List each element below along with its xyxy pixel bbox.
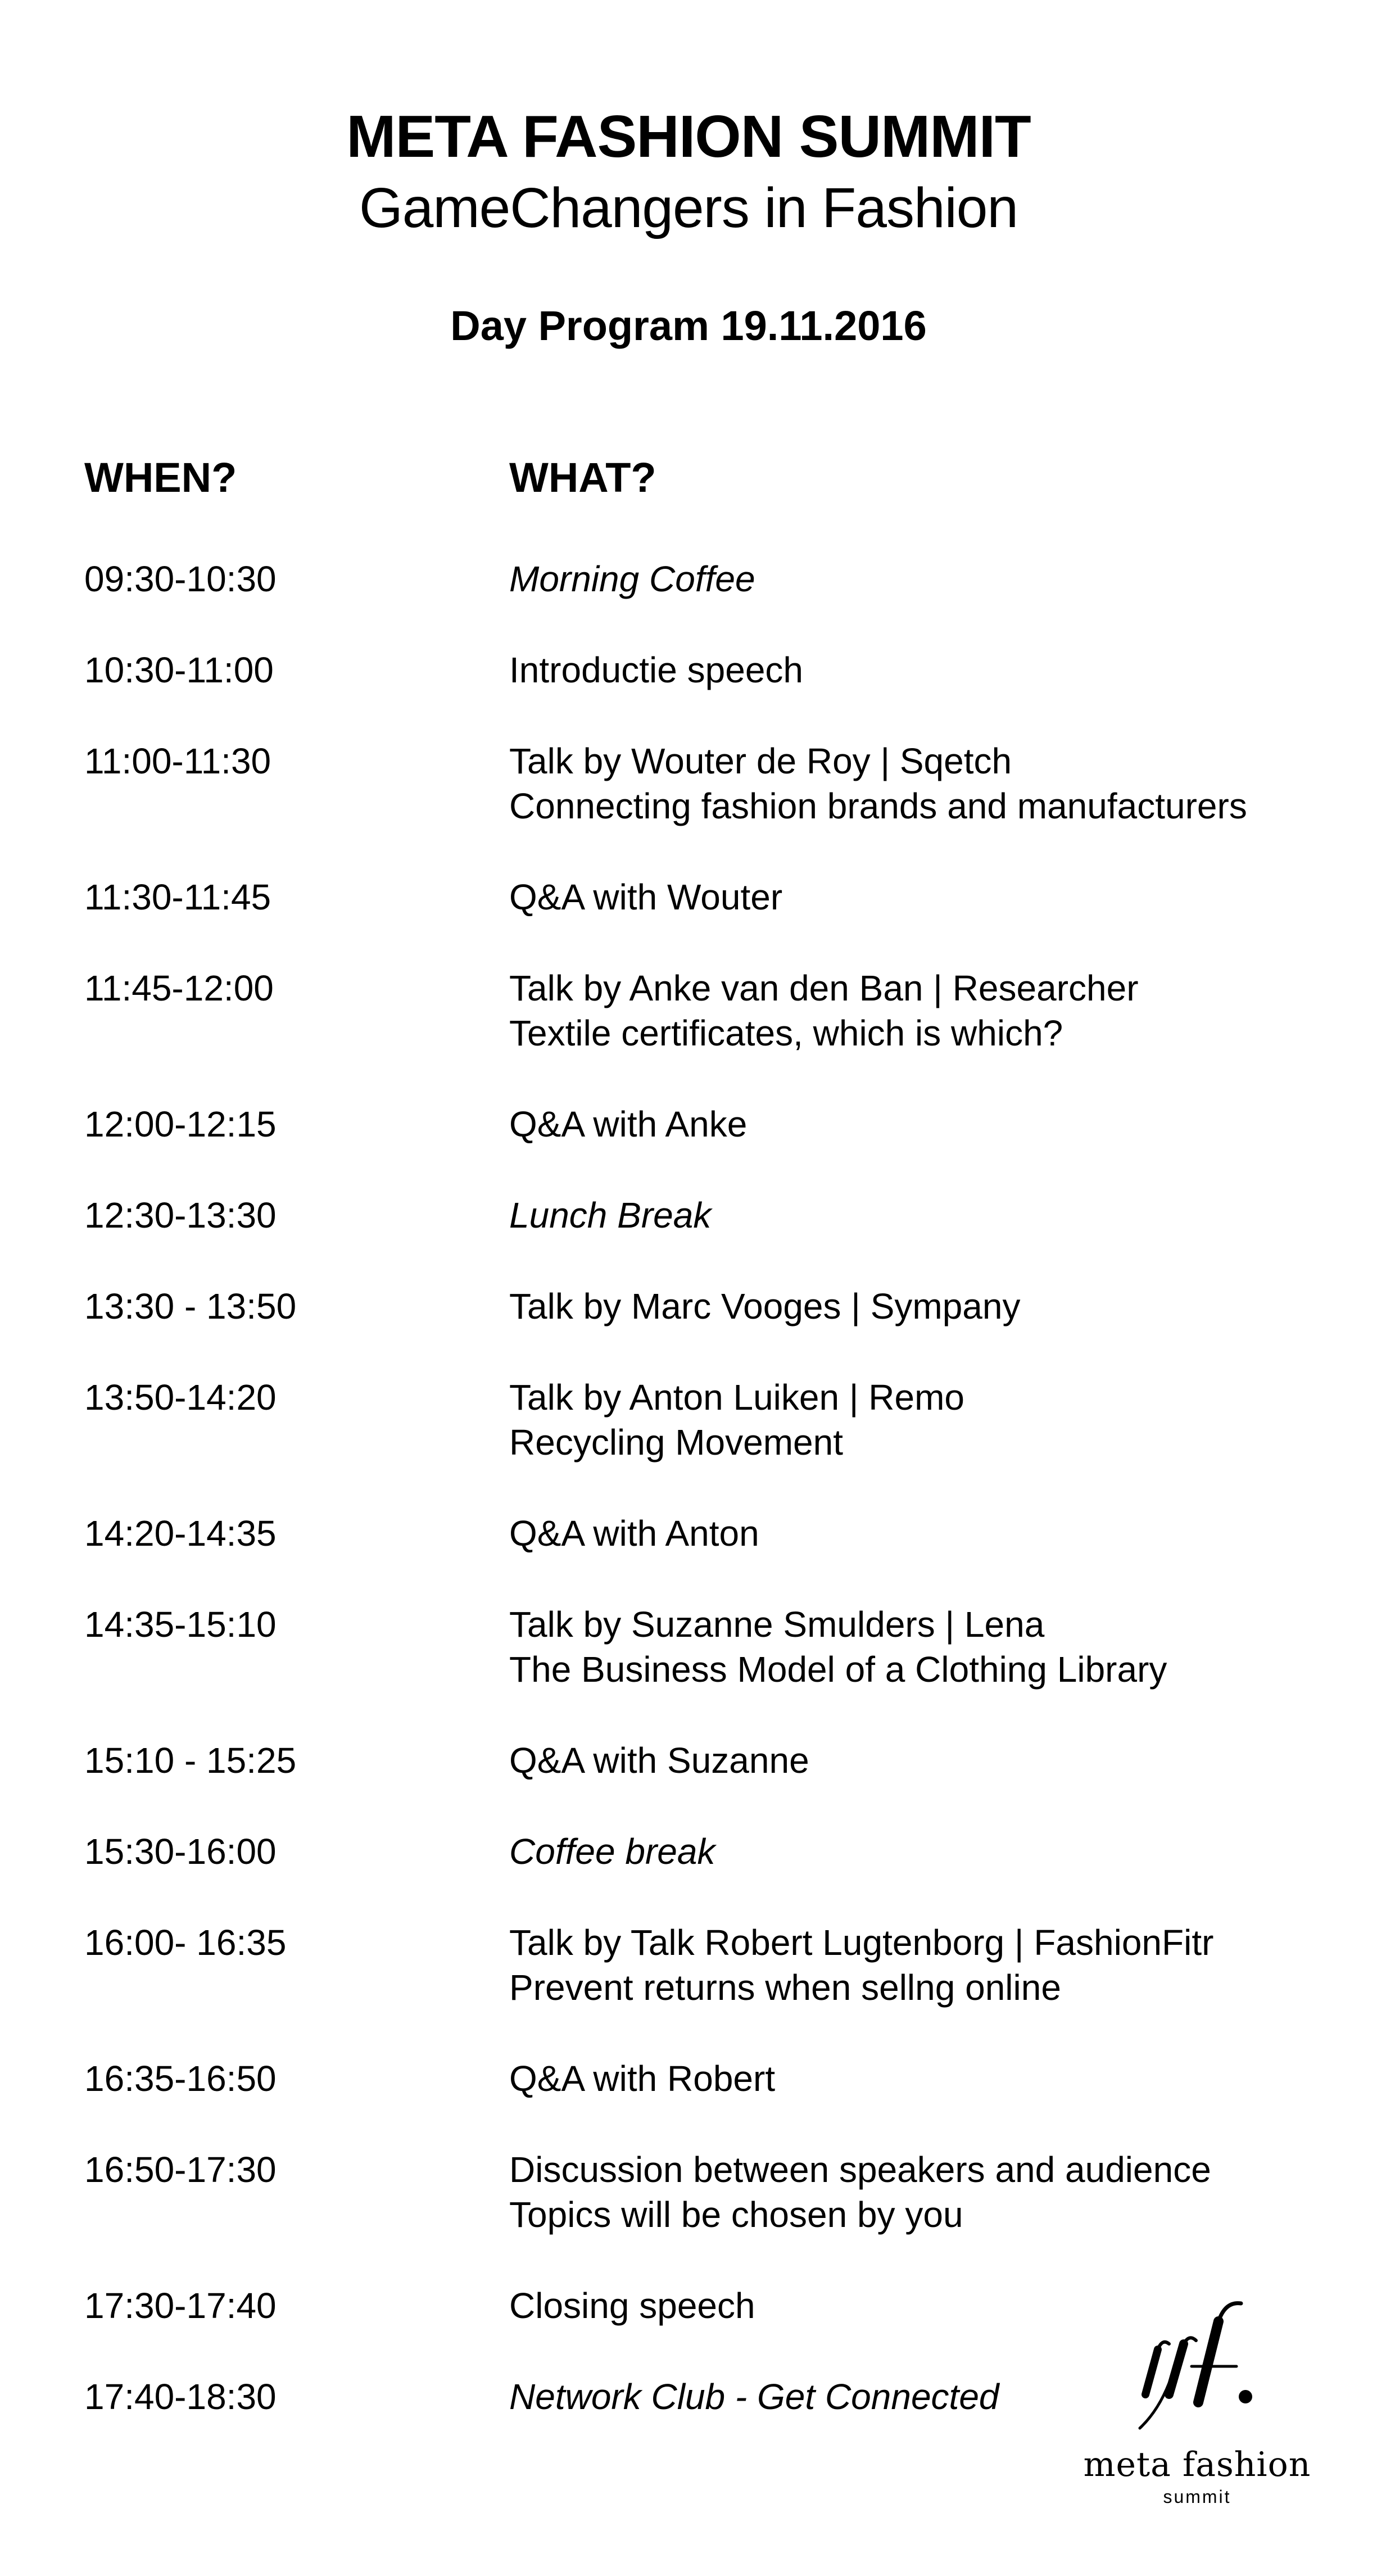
schedule-time: 17:30-17:40: [84, 2285, 277, 2326]
schedule-description-line: Closing speech: [509, 2285, 755, 2326]
schedule-description-line: Recycling Movement: [509, 1422, 843, 1463]
schedule-description: [509, 1193, 711, 1238]
logo-wordmark: meta fashion: [1083, 2445, 1311, 2484]
schedule-time: 11:00-11:30: [84, 741, 271, 781]
schedule-description-line: Q&A with Suzanne: [509, 1740, 809, 1781]
schedule-description-line: Talk by Talk Robert Lugtenborg | FashionFitr: [509, 1922, 1214, 1963]
schedule-description: [509, 2147, 1211, 2237]
schedule-description: [509, 648, 803, 692]
schedule-description-line: Talk by Anton Luiken | Remo: [509, 1377, 964, 1418]
schedule-time: 13:30 - 13:50: [84, 1286, 297, 1327]
schedule-description: [509, 2374, 999, 2419]
schedule-description-line: Talk by Suzanne Smulders | Lena: [509, 1604, 1045, 1645]
schedule-description-line: Talk by Wouter de Roy | Sqetch: [509, 741, 1012, 781]
schedule-description: [509, 556, 755, 601]
schedule-time: 12:30-13:30: [84, 1195, 277, 1235]
schedule-description-line: Textile certificates, which is which?: [509, 1013, 1063, 1053]
schedule-time: 15:30-16:00: [84, 1831, 277, 1872]
schedule-time: 09:30-10:30: [84, 559, 277, 599]
schedule-description: [509, 1375, 964, 1465]
schedule-time: 11:45-12:00: [84, 968, 274, 1008]
schedule-description-line: Lunch Break: [509, 1195, 712, 1235]
page-title: META FASHION SUMMIT: [346, 103, 1031, 170]
schedule-description-line: Morning Coffee: [509, 559, 755, 599]
schedule-description: [509, 1920, 1213, 2010]
schedule-time: 17:40-18:30: [84, 2376, 277, 2417]
day-program-heading: Day Program 19.11.2016: [450, 302, 927, 349]
schedule-description-line: Prevent returns when sellng online: [509, 1967, 1061, 2008]
schedule-time: 16:00- 16:35: [84, 1922, 287, 1963]
schedule-description: [509, 1829, 715, 1874]
logo-subtitle: summit: [1163, 2487, 1231, 2507]
schedule-description: [509, 1602, 1167, 1692]
column-header-when: WHEN?: [84, 454, 237, 501]
schedule-time: 10:30-11:00: [84, 650, 274, 690]
schedule-time: 14:35-15:10: [84, 1604, 277, 1645]
schedule-description: [509, 875, 782, 920]
schedule-description: [509, 1511, 759, 1556]
schedule-description: [509, 1738, 809, 1783]
schedule-description-line: Talk by Anke van den Ban | Researcher: [509, 968, 1139, 1008]
schedule-time: 13:50-14:20: [84, 1377, 277, 1418]
schedule-description-line: The Business Model of a Clothing Library: [509, 1649, 1167, 1690]
schedule-time: 16:35-16:50: [84, 2058, 277, 2099]
schedule-description-line: Q&A with Anton: [509, 1513, 759, 1554]
schedule-time: 12:00-12:15: [84, 1104, 277, 1144]
schedule-description-line: Talk by Marc Vooges | Sympany: [509, 1286, 1021, 1327]
schedule-description-line: Q&A with Anke: [509, 1104, 748, 1144]
column-header-what: WHAT?: [509, 454, 656, 501]
schedule-description-line: Introductie speech: [509, 650, 803, 690]
schedule-time: 15:10 - 15:25: [84, 1740, 297, 1781]
mf-monogram-icon: [1073, 2282, 1321, 2445]
schedule-description: [509, 2056, 775, 2101]
schedule-description-line: Coffee break: [509, 1831, 715, 1872]
schedule-description-line: Network Club - Get Connected: [509, 2376, 999, 2417]
schedule-description: [509, 1102, 747, 1147]
schedule-description: [509, 966, 1139, 1056]
schedule-description-line: Q&A with Wouter: [509, 877, 783, 917]
schedule-description-line: Q&A with Robert: [509, 2058, 776, 2099]
schedule-description: [509, 2283, 755, 2328]
schedule-description: [509, 1284, 1020, 1329]
schedule-description-line: Connecting fashion brands and manufacturers: [509, 786, 1247, 826]
page-subtitle: GameChangers in Fashion: [359, 176, 1018, 239]
schedule-time: 16:50-17:30: [84, 2149, 277, 2190]
schedule-description: [509, 739, 1247, 829]
schedule-description-line: Discussion between speakers and audience: [509, 2149, 1211, 2190]
summit-logo: [1073, 2282, 1321, 2518]
schedule-time: 11:30-11:45: [84, 877, 271, 917]
schedule-description-line: Topics will be chosen by you: [509, 2194, 963, 2235]
schedule-time: 14:20-14:35: [84, 1513, 277, 1554]
